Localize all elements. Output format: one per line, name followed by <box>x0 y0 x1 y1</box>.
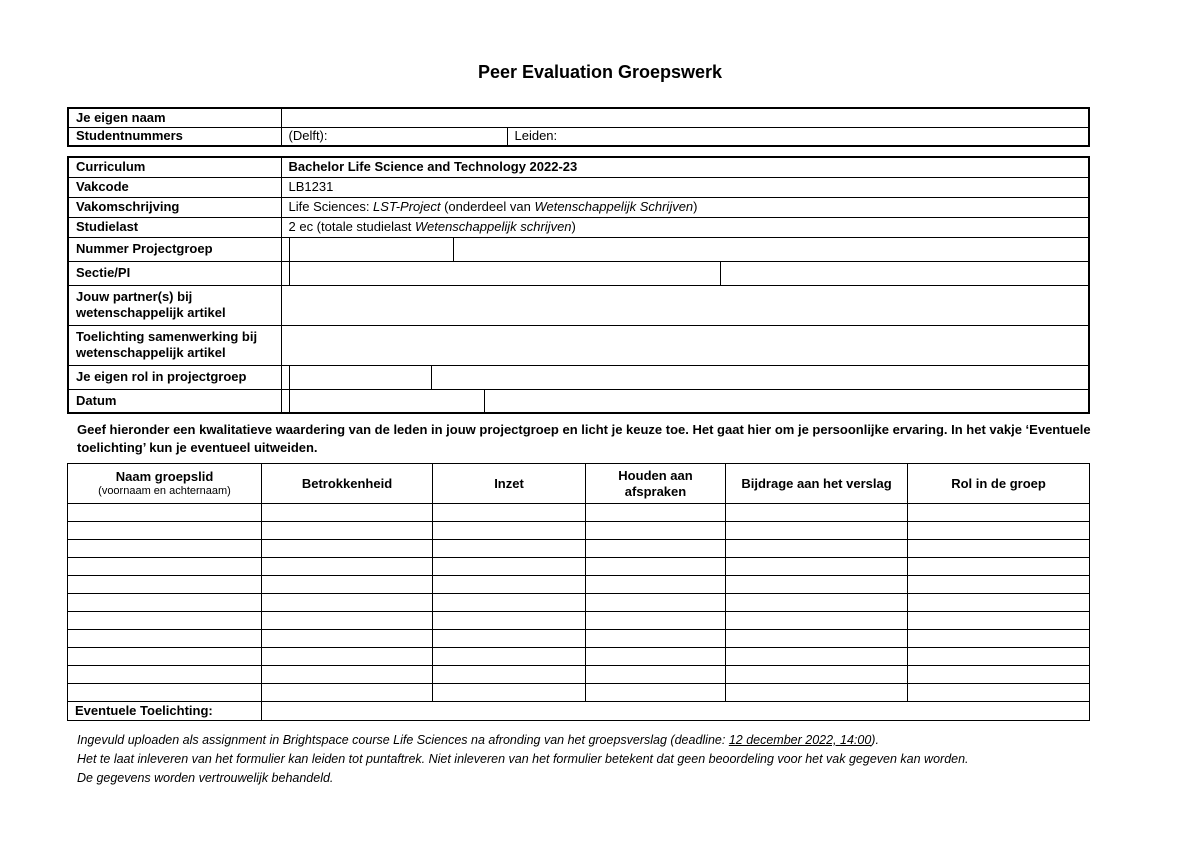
evaluation-cell[interactable] <box>586 684 726 702</box>
deadline-text: 12 december 2022, 14:00 <box>728 733 872 747</box>
studielast-label: Studielast <box>68 217 281 237</box>
evaluation-cell[interactable] <box>586 540 726 558</box>
name-label: Je eigen naam <box>68 108 281 127</box>
partner-label: Jouw partner(s) bij wetenschappelijk artikel <box>68 285 281 325</box>
evaluation-cell[interactable] <box>68 522 262 540</box>
evaluation-row <box>68 684 1090 702</box>
student-number-label: Studentnummers <box>68 127 281 146</box>
header-naam: Naam groepslid (voornaam en achternaam) <box>68 464 262 504</box>
toelichting-samenwerking-field[interactable] <box>281 325 1089 365</box>
name-field[interactable] <box>281 108 1089 127</box>
evaluation-cell[interactable] <box>726 576 908 594</box>
eventuele-toelichting-label: Eventuele Toelichting: <box>68 702 262 721</box>
evaluation-cell[interactable] <box>726 612 908 630</box>
evaluation-cell[interactable] <box>262 594 433 612</box>
evaluation-row <box>68 558 1090 576</box>
evaluation-cell[interactable] <box>908 504 1090 522</box>
evaluation-cell[interactable] <box>262 666 433 684</box>
evaluation-cell[interactable] <box>586 594 726 612</box>
header-inzet: Inzet <box>433 464 586 504</box>
evaluation-cell[interactable] <box>262 630 433 648</box>
vakomschrijving-value: Life Sciences: LST-Project (onderdeel van Wetenschappelijk Schrijven) <box>281 197 1089 217</box>
evaluation-cell[interactable] <box>433 630 586 648</box>
evaluation-row <box>68 648 1090 666</box>
vakcode-label: Vakcode <box>68 177 281 197</box>
evaluation-table <box>67 463 1090 721</box>
datum-label: Datum <box>68 389 281 413</box>
evaluation-cell[interactable] <box>68 594 262 612</box>
course-table <box>67 156 1090 414</box>
eventuele-toelichting-field[interactable] <box>262 702 1090 721</box>
partner-field[interactable] <box>281 285 1089 325</box>
evaluation-cell[interactable] <box>908 576 1090 594</box>
vakcode-value: LB1231 <box>281 177 1089 197</box>
evaluation-cell[interactable] <box>908 648 1090 666</box>
note-line-3: De gegevens worden vertrouwelijk behandeld. <box>77 771 334 785</box>
evaluation-cell[interactable] <box>262 612 433 630</box>
evaluation-cell[interactable] <box>726 684 908 702</box>
sectie-label: Sectie/PI <box>68 261 281 285</box>
submission-notes <box>77 731 969 788</box>
evaluation-cell[interactable] <box>586 504 726 522</box>
evaluation-cell[interactable] <box>433 540 586 558</box>
projectgroep-field[interactable] <box>281 237 1089 261</box>
evaluation-row <box>68 540 1090 558</box>
evaluation-cell[interactable] <box>433 612 586 630</box>
header-betrokkenheid: Betrokkenheid <box>262 464 433 504</box>
studielast-value: 2 ec (totale studielast Wetenschappelijk schrijven) <box>281 217 1089 237</box>
header-afspraken: Houden aan afspraken <box>586 464 726 504</box>
evaluation-row <box>68 504 1090 522</box>
evaluation-cell[interactable] <box>908 666 1090 684</box>
evaluation-cell[interactable] <box>586 630 726 648</box>
page-title: Peer Evaluation Groepswerk <box>477 62 723 82</box>
evaluation-cell[interactable] <box>908 684 1090 702</box>
evaluation-cell[interactable] <box>586 648 726 666</box>
evaluation-cell[interactable] <box>726 666 908 684</box>
evaluation-cell[interactable] <box>908 612 1090 630</box>
header-bijdrage: Bijdrage aan het verslag <box>726 464 908 504</box>
delft-student-field[interactable] <box>281 127 507 146</box>
evaluation-cell[interactable] <box>586 612 726 630</box>
curriculum-value: Bachelor Life Science and Technology 2022-23 <box>281 157 1089 177</box>
evaluation-cell[interactable] <box>726 594 908 612</box>
evaluation-cell[interactable] <box>68 558 262 576</box>
toelichting-samenwerking-label: Toelichting samenwerking bij wetenschappelijk artikel <box>68 325 281 365</box>
evaluation-cell[interactable] <box>726 540 908 558</box>
projectgroep-label: Nummer Projectgroep <box>68 237 281 261</box>
evaluation-cell[interactable] <box>433 504 586 522</box>
evaluation-cell[interactable] <box>586 576 726 594</box>
evaluation-cell[interactable] <box>262 648 433 666</box>
evaluation-row <box>68 594 1090 612</box>
evaluation-cell[interactable] <box>908 630 1090 648</box>
evaluation-cell[interactable] <box>68 504 262 522</box>
evaluation-row <box>68 630 1090 648</box>
evaluation-cell[interactable] <box>68 576 262 594</box>
evaluation-cell[interactable] <box>262 540 433 558</box>
evaluation-cell[interactable] <box>262 522 433 540</box>
evaluation-cell[interactable] <box>908 540 1090 558</box>
evaluation-cell[interactable] <box>433 684 586 702</box>
evaluation-cell[interactable] <box>908 522 1090 540</box>
note-line-1: Ingevuld uploaden als assignment in Brightspace course Life Sciences na afronding van het groepsverslag (deadline: 12 december 2022, 14:00). <box>77 733 879 747</box>
vakomschrijving-label: Vakomschrijving <box>68 197 281 217</box>
leiden-label: Leiden: <box>514 128 558 144</box>
evaluation-row <box>68 576 1090 594</box>
leiden-student-field[interactable] <box>507 127 1089 146</box>
evaluation-cell[interactable] <box>68 540 262 558</box>
curriculum-label: Curriculum <box>68 157 281 177</box>
evaluation-cell[interactable] <box>726 522 908 540</box>
instruction-text: Geef hieronder een kwalitatieve waardering van de leden in jouw projectgroep en licht je keuze toe. Het gaat hier om je persoonlijke ervaring. In het vakje ‘Eventuele toelichting’ kun je eventueel uitweiden. <box>77 422 1091 455</box>
evaluation-cell[interactable] <box>433 522 586 540</box>
evaluation-cell[interactable] <box>433 648 586 666</box>
evaluation-cell[interactable] <box>726 504 908 522</box>
evaluation-cell[interactable] <box>68 612 262 630</box>
evaluation-cell[interactable] <box>726 630 908 648</box>
evaluation-cell[interactable] <box>262 576 433 594</box>
evaluation-row <box>68 666 1090 684</box>
evaluation-cell[interactable] <box>433 576 586 594</box>
evaluation-cell[interactable] <box>433 666 586 684</box>
identity-table <box>67 107 1090 147</box>
evaluation-cell[interactable] <box>68 630 262 648</box>
evaluation-cell[interactable] <box>433 594 586 612</box>
header-rol: Rol in de groep <box>908 464 1090 504</box>
evaluation-cell[interactable] <box>586 558 726 576</box>
evaluation-cell[interactable] <box>68 648 262 666</box>
evaluation-cell[interactable] <box>726 648 908 666</box>
evaluation-cell[interactable] <box>586 522 726 540</box>
rol-field[interactable] <box>281 365 1089 389</box>
sectie-field[interactable] <box>281 261 1089 285</box>
evaluation-cell[interactable] <box>586 666 726 684</box>
rol-label: Je eigen rol in projectgroep <box>68 365 281 389</box>
evaluation-cell[interactable] <box>433 558 586 576</box>
delft-label: (Delft): <box>288 128 328 144</box>
evaluation-row <box>68 612 1090 630</box>
evaluation-cell[interactable] <box>262 684 433 702</box>
evaluation-cell[interactable] <box>68 684 262 702</box>
evaluation-cell[interactable] <box>726 558 908 576</box>
evaluation-cell[interactable] <box>262 504 433 522</box>
note-line-2: Het te laat inleveren van het formulier kan leiden tot puntaftrek. Niet inleveren van het formulier betekent dat geen beoordeling voor het vak gegeven kan worden. <box>77 752 969 766</box>
evaluation-cell[interactable] <box>908 558 1090 576</box>
evaluation-row <box>68 522 1090 540</box>
evaluation-cell[interactable] <box>68 666 262 684</box>
evaluation-cell[interactable] <box>262 558 433 576</box>
evaluation-cell[interactable] <box>908 594 1090 612</box>
datum-field[interactable] <box>281 389 1089 413</box>
